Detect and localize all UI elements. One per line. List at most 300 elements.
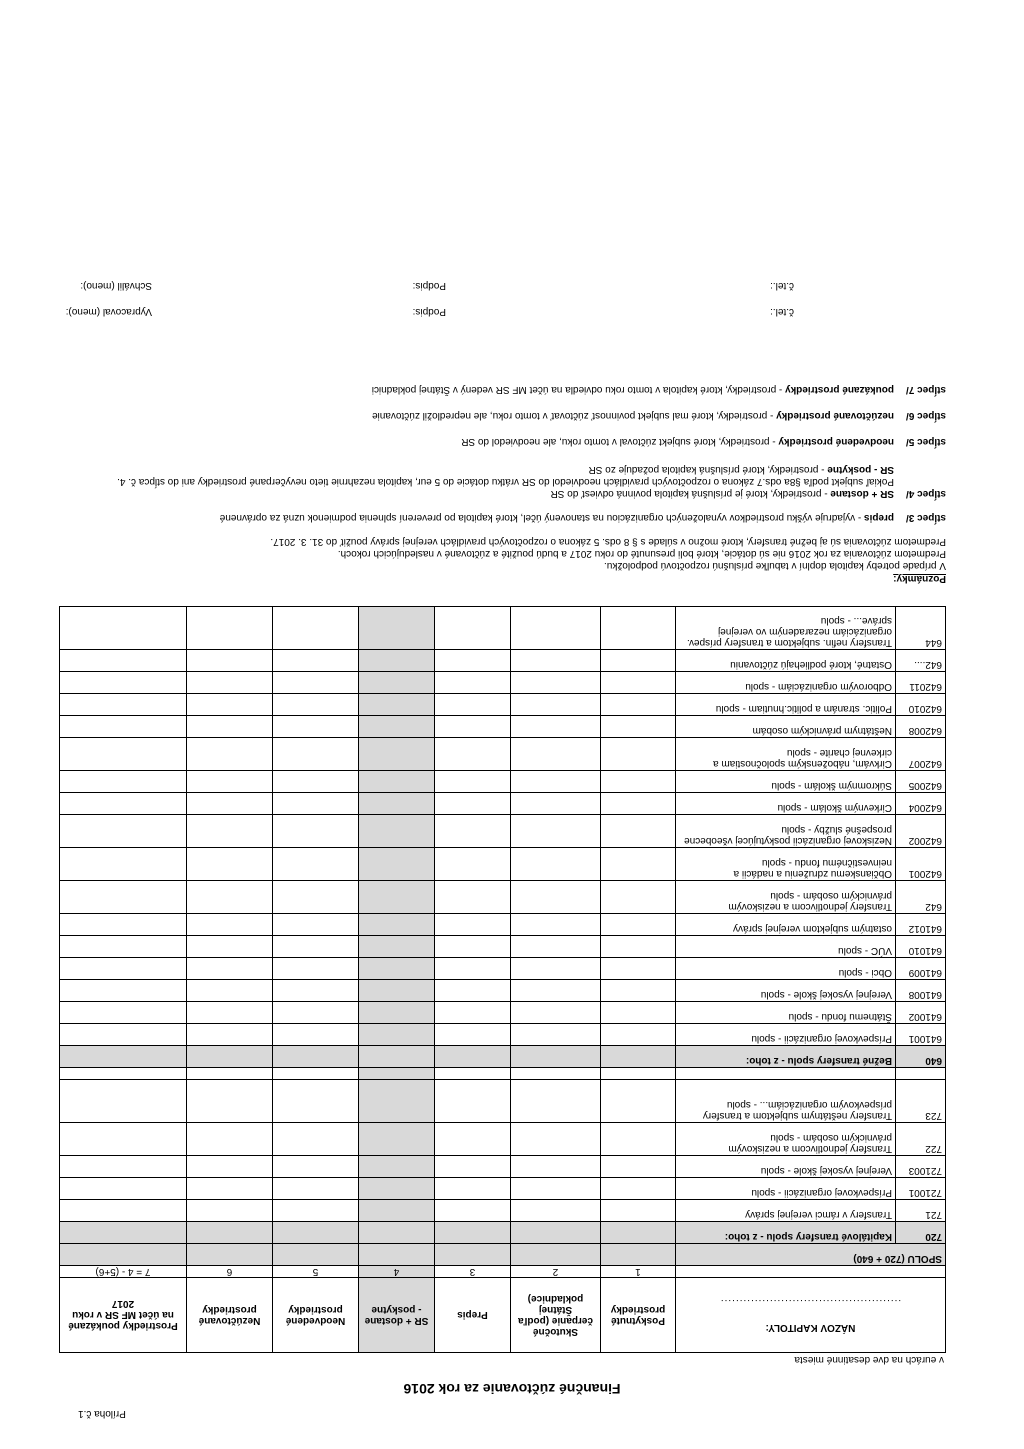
value-cell[interactable] [59, 848, 186, 881]
value-cell[interactable] [272, 1244, 358, 1266]
row-label: Kapitálové transfery spolu - z toho: [675, 1222, 895, 1244]
value-cell[interactable] [272, 1046, 358, 1068]
value-cell[interactable] [272, 650, 358, 672]
row-code: 641002 [896, 1002, 946, 1024]
value-cell[interactable] [186, 793, 272, 815]
approved-by-label: Schválil (meno): [80, 280, 152, 291]
row-code: 641010 [896, 936, 946, 958]
row-code: 642007 [896, 738, 946, 771]
row-code: 723 [896, 1080, 946, 1123]
value-cell[interactable] [600, 1024, 675, 1046]
row-code: 641012 [896, 914, 946, 936]
value-cell[interactable] [358, 1178, 434, 1200]
value-cell[interactable] [600, 1068, 675, 1080]
value-cell[interactable] [434, 793, 510, 815]
value-cell[interactable] [358, 914, 434, 936]
value-cell[interactable] [358, 958, 434, 980]
row-code: 720 [896, 1222, 946, 1244]
unit-note: v eurách na dve desatinné miesta [794, 1354, 944, 1365]
value-cell[interactable] [434, 1178, 510, 1200]
row-label: Odborovým organizáciám - spolu [675, 672, 895, 694]
value-cell[interactable] [59, 650, 186, 672]
value-cell[interactable] [186, 1222, 272, 1244]
value-cell[interactable] [272, 1123, 358, 1156]
value-cell[interactable] [510, 848, 600, 881]
value-cell[interactable] [186, 1024, 272, 1046]
value-cell[interactable] [358, 881, 434, 914]
row-code: 641001 [896, 1024, 946, 1046]
row-code: 642005 [896, 771, 946, 793]
value-cell[interactable] [600, 1123, 675, 1156]
value-cell[interactable] [434, 694, 510, 716]
value-cell[interactable] [510, 1200, 600, 1222]
table-row [59, 1178, 945, 1200]
value-cell[interactable] [59, 914, 186, 936]
value-cell[interactable] [272, 1178, 358, 1200]
value-cell[interactable] [59, 1046, 186, 1068]
row-code: 721 [896, 1200, 946, 1222]
column-header: Neodvedené prostriedky [272, 1278, 358, 1353]
value-cell[interactable] [510, 1178, 600, 1200]
value-cell[interactable] [434, 771, 510, 793]
column-number: 6 [186, 1266, 272, 1278]
table-row [59, 738, 945, 771]
note-term: SR - poskytne [827, 464, 894, 475]
value-cell[interactable] [59, 936, 186, 958]
value-cell[interactable] [186, 881, 272, 914]
table-row [59, 881, 945, 914]
value-cell[interactable] [600, 1080, 675, 1123]
row-code: 641008 [896, 980, 946, 1002]
value-cell[interactable] [510, 881, 600, 914]
attachment-label: Príloha č.1 [78, 1408, 126, 1419]
column-number: 1 [600, 1266, 675, 1278]
value-cell[interactable] [510, 1123, 600, 1156]
value-cell[interactable] [272, 1080, 358, 1123]
value-cell[interactable] [600, 1244, 675, 1266]
value-cell[interactable] [434, 1068, 510, 1080]
value-cell[interactable] [272, 771, 358, 793]
value-cell[interactable] [272, 1024, 358, 1046]
value-cell[interactable] [186, 672, 272, 694]
row-label: Transfery nefin. subjektom a transfery príspev. organizáciám nezaradeným vo verejnej správe... - spolu [675, 607, 895, 650]
row-code: 721003 [896, 1156, 946, 1178]
value-cell[interactable] [600, 1178, 675, 1200]
value-cell[interactable] [59, 815, 186, 848]
value-cell[interactable] [600, 1046, 675, 1068]
value-cell[interactable] [434, 958, 510, 980]
column-header: Prostriedky poukázané na účet MF SR v roku 2017 [59, 1278, 186, 1353]
value-cell[interactable] [510, 607, 600, 650]
value-cell[interactable] [358, 793, 434, 815]
row-label: Neštátnym právnickým osobám [675, 716, 895, 738]
value-cell[interactable] [358, 1068, 434, 1080]
row-label: Politic. stranám a politic.hnutiam - spolu [675, 694, 895, 716]
value-cell[interactable] [186, 650, 272, 672]
row-label: Verejnej vysokej škole - spolu [675, 980, 895, 1002]
value-cell[interactable] [186, 1178, 272, 1200]
value-cell[interactable] [600, 694, 675, 716]
row-code: 642010 [896, 694, 946, 716]
value-cell[interactable] [510, 1244, 600, 1266]
value-cell[interactable] [59, 1222, 186, 1244]
row-code: 642002 [896, 815, 946, 848]
settlement-table [59, 606, 946, 1353]
value-cell[interactable] [510, 771, 600, 793]
value-cell[interactable] [358, 650, 434, 672]
value-cell[interactable] [272, 1156, 358, 1178]
column-number: 7 = 4 - (5+6) [59, 1266, 186, 1278]
value-cell[interactable] [186, 980, 272, 1002]
value-cell[interactable] [272, 980, 358, 1002]
table-row [59, 672, 945, 694]
value-cell[interactable] [272, 672, 358, 694]
value-cell[interactable] [510, 1046, 600, 1068]
value-cell[interactable] [59, 1200, 186, 1222]
row-code: 642 [896, 881, 946, 914]
value-cell[interactable] [600, 881, 675, 914]
value-cell[interactable] [59, 716, 186, 738]
value-cell[interactable] [434, 1123, 510, 1156]
value-cell[interactable] [434, 881, 510, 914]
table-row [59, 1080, 945, 1123]
value-cell[interactable] [358, 1024, 434, 1046]
row-label: Ostatné, ktoré podliehajú zúčtovaniu [675, 650, 895, 672]
page-title: Finančné zúčtovanie za rok 2016 [403, 1381, 621, 1397]
row-code: 722 [896, 1123, 946, 1156]
value-cell[interactable] [510, 1156, 600, 1178]
column-number: 3 [434, 1266, 510, 1278]
column-header-label: NÁZOV KAPITOLY: [765, 1322, 856, 1333]
value-cell[interactable] [358, 1046, 434, 1068]
value-cell[interactable] [600, 771, 675, 793]
table-row [59, 716, 945, 738]
note-text: - prostriedky, ktoré je príslušná kapitola povinná odviesť do SR [550, 488, 831, 499]
column-number: 5 [272, 1266, 358, 1278]
value-cell[interactable] [434, 1222, 510, 1244]
value-cell[interactable] [510, 1222, 600, 1244]
value-cell[interactable] [272, 1068, 358, 1080]
column-number: 2 [510, 1266, 600, 1278]
table-row [59, 1002, 945, 1024]
value-cell[interactable] [186, 914, 272, 936]
value-cell[interactable] [358, 694, 434, 716]
value-cell[interactable] [186, 1068, 272, 1080]
row-label: Transfery jednotlivcom a neziskovým právnickým osobám - spolu [675, 1123, 895, 1156]
column-header-name [675, 1278, 945, 1353]
row-label: Príspevkovej organizácii - spolu [675, 1178, 895, 1200]
value-cell[interactable] [434, 980, 510, 1002]
note-label: stĺpec 4/ [905, 488, 946, 499]
value-cell[interactable] [59, 694, 186, 716]
table-row [59, 1244, 945, 1266]
value-cell[interactable] [510, 1024, 600, 1046]
value-cell[interactable] [434, 1080, 510, 1123]
table-row [59, 1024, 945, 1046]
value-cell[interactable] [186, 771, 272, 793]
column-header: SR + dostane - poskytne [358, 1278, 434, 1353]
value-cell[interactable] [434, 650, 510, 672]
value-cell[interactable] [434, 936, 510, 958]
column-header: Poskytnuté prostriedky [600, 1278, 675, 1353]
row-label: Cirkevným školám - spolu [675, 793, 895, 815]
value-cell[interactable] [186, 607, 272, 650]
value-cell[interactable] [600, 980, 675, 1002]
value-cell[interactable] [358, 815, 434, 848]
value-cell[interactable] [600, 1200, 675, 1222]
value-cell[interactable] [358, 738, 434, 771]
column-header: Skutočné čerpanie (podľa Štátnej pokladnice) [510, 1278, 600, 1353]
value-cell[interactable] [434, 914, 510, 936]
value-cell[interactable] [59, 738, 186, 771]
value-cell[interactable] [510, 980, 600, 1002]
value-cell[interactable] [600, 793, 675, 815]
note-label: stĺpec 3/ [905, 512, 946, 523]
header-row [59, 1278, 945, 1353]
value-cell[interactable] [358, 1080, 434, 1123]
row-code: 721001 [896, 1178, 946, 1200]
value-cell[interactable] [272, 1222, 358, 1244]
value-cell[interactable] [186, 1156, 272, 1178]
value-cell[interactable] [59, 881, 186, 914]
value-cell[interactable] [600, 815, 675, 848]
value-cell[interactable] [59, 1156, 186, 1178]
notes-line-1: V prípade potreby kapitola doplní v tabuľke príslušnú rozpočtovú podpoložku. [603, 560, 946, 571]
value-cell[interactable] [272, 716, 358, 738]
value-cell[interactable] [600, 672, 675, 694]
value-cell[interactable] [434, 607, 510, 650]
row-code: 644 [896, 607, 946, 650]
row-label: Verejnej vysokej škole - spolu [675, 1156, 895, 1178]
column-number-row [59, 1266, 945, 1278]
row-code: 642004 [896, 793, 946, 815]
value-cell[interactable] [510, 650, 600, 672]
value-cell[interactable] [358, 1156, 434, 1178]
value-cell[interactable] [186, 1080, 272, 1123]
value-cell[interactable] [510, 1080, 600, 1123]
value-cell[interactable] [358, 771, 434, 793]
value-cell[interactable] [59, 1080, 186, 1123]
row-label: Obci - spolu [675, 958, 895, 980]
value-cell[interactable] [186, 958, 272, 980]
value-cell[interactable] [510, 1068, 600, 1080]
value-cell[interactable] [186, 848, 272, 881]
column-number [675, 1266, 945, 1278]
value-cell[interactable] [434, 716, 510, 738]
row-label: Štátnemu fondu - spolu [675, 1002, 895, 1024]
notes-title: Poznámky: [893, 573, 946, 584]
row-code: 642011 [896, 672, 946, 694]
note-label: stĺpec 5/ [905, 436, 946, 447]
note-term: SR + dostane [830, 488, 894, 499]
value-cell[interactable] [272, 936, 358, 958]
note-label: stĺpec 6/ [905, 410, 946, 421]
row-label: Transfery v rámci verejnej správy [675, 1200, 895, 1222]
value-cell[interactable] [272, 793, 358, 815]
value-cell[interactable] [59, 1123, 186, 1156]
value-cell[interactable] [186, 716, 272, 738]
value-cell[interactable] [358, 1002, 434, 1024]
value-cell[interactable] [272, 914, 358, 936]
value-cell[interactable] [510, 738, 600, 771]
value-cell[interactable] [358, 716, 434, 738]
row-code: 641009 [896, 958, 946, 980]
table-row [59, 815, 945, 848]
row-code: 642.... [896, 650, 946, 672]
row-code: 642008 [896, 716, 946, 738]
value-cell[interactable] [59, 672, 186, 694]
value-cell[interactable] [358, 980, 434, 1002]
row-label: Občianskemu združeniu a nadácii a neinvestičnému fondu - spolu [675, 848, 895, 881]
value-cell[interactable] [510, 815, 600, 848]
value-cell[interactable] [272, 1002, 358, 1024]
value-cell[interactable] [600, 914, 675, 936]
value-cell[interactable] [272, 607, 358, 650]
value-cell[interactable] [510, 914, 600, 936]
value-cell[interactable] [358, 1200, 434, 1222]
value-cell[interactable] [434, 1244, 510, 1266]
table-row [59, 1068, 945, 1080]
row-code: 640 [896, 1046, 946, 1068]
row-label: VÚC - spolu [675, 936, 895, 958]
note-text: - prostriedky, ktoré príslušná kapitola požaduje zo SR [588, 464, 828, 475]
value-cell[interactable] [186, 738, 272, 771]
value-cell[interactable] [434, 848, 510, 881]
row-label: ostatným subjektom verejnej správy [675, 914, 895, 936]
value-cell[interactable] [600, 1002, 675, 1024]
notes-line-2: Predmetom zúčtovania za rok 2016 nie sú dotácie, ktoré boli presunuté do roku 2017 a budú použité a zúčtované v nasledujúcich rokoch. [337, 548, 946, 559]
note-text: - prostriedky, ktoré subjekt zúčtoval v tomto roku, ale neodviedol do SR [461, 436, 779, 447]
value-cell[interactable] [59, 1068, 186, 1080]
value-cell[interactable] [358, 936, 434, 958]
value-cell[interactable] [59, 793, 186, 815]
table-row [59, 650, 945, 672]
value-cell[interactable] [358, 1123, 434, 1156]
note-text: - prostriedky, ktoré mal subjekt povinnosť zúčtovať v tomto roku, ale nepredložil zúčtovanie [372, 410, 777, 421]
value-cell[interactable] [600, 738, 675, 771]
note-text: Pokiaľ subjekt podľa §8a ods.7 zákona o rozpočtových pravidlách neodviedol do SR vrátku dotácie do 5 eur, kapitola nezahrnie tieto nevyčerpané prostriedky ani do stĺpca č. 4. [117, 476, 894, 487]
row-label: Transfery neštátnym subjektom a transfery príspevkovým organizáciám... - spolu [675, 1080, 895, 1123]
value-cell[interactable] [59, 1002, 186, 1024]
value-cell[interactable] [600, 1156, 675, 1178]
value-cell[interactable] [434, 738, 510, 771]
row-label: Cirkvám, náboženským spoločnostiam a cirkevnej charite - spolu [675, 738, 895, 771]
note-term: neodvedené prostriedky [778, 436, 894, 447]
value-cell[interactable] [186, 1200, 272, 1222]
value-cell[interactable] [59, 607, 186, 650]
value-cell[interactable] [59, 1244, 186, 1266]
name-dots: ................................................ [719, 1297, 902, 1308]
value-cell[interactable] [600, 958, 675, 980]
table-row [59, 771, 945, 793]
table-row [59, 1123, 945, 1156]
value-cell[interactable] [358, 607, 434, 650]
row-label [675, 1068, 895, 1080]
table-row [59, 1200, 945, 1222]
value-cell[interactable] [434, 672, 510, 694]
row-label: Neziskovej organizácii poskytujúcej všeobecne prospešné služby - spolu [675, 815, 895, 848]
note-text: - vyjadruje výšku prostriedkov vynaložených organizáciou na stanovený účel, ktoré kapitola po preverení splnenia podmienok uzná za oprávnené [219, 512, 864, 523]
value-cell[interactable] [358, 672, 434, 694]
value-cell[interactable] [358, 1244, 434, 1266]
value-cell[interactable] [272, 815, 358, 848]
value-cell[interactable] [59, 958, 186, 980]
value-cell[interactable] [59, 1178, 186, 1200]
value-cell[interactable] [510, 716, 600, 738]
table-row [59, 694, 945, 716]
value-cell[interactable] [434, 1046, 510, 1068]
value-cell[interactable] [600, 848, 675, 881]
row-label: Bežné transfery spolu - z toho: [675, 1046, 895, 1068]
row-code: 642001 [896, 848, 946, 881]
notes-line-3: Predmetom zúčtovania sú aj bežné transfery, ktoré možno v súlade s § 8 ods. 5 zákona o rozpočtových pravidlách verejnej správy použiť do 31. 3. 2017. [270, 536, 946, 547]
notes-heading [66, 573, 946, 584]
value-cell[interactable] [272, 958, 358, 980]
note-term: prepis [863, 512, 894, 523]
value-cell[interactable] [59, 771, 186, 793]
value-cell[interactable] [186, 1002, 272, 1024]
value-cell[interactable] [510, 936, 600, 958]
value-cell[interactable] [600, 936, 675, 958]
value-cell[interactable] [186, 1046, 272, 1068]
value-cell[interactable] [434, 1156, 510, 1178]
value-cell[interactable] [272, 881, 358, 914]
value-cell[interactable] [600, 650, 675, 672]
note-text: - prostriedky, ktoré kapitola v tomto roku odviedla na účet MF SR vedený v Štátnej pokladnici [371, 384, 786, 395]
value-cell[interactable] [600, 607, 675, 650]
value-cell[interactable] [272, 1200, 358, 1222]
table-row [59, 1046, 945, 1068]
value-cell[interactable] [272, 694, 358, 716]
value-cell[interactable] [434, 1002, 510, 1024]
value-cell[interactable] [510, 1002, 600, 1024]
value-cell[interactable] [186, 936, 272, 958]
column-header: Prepis [434, 1278, 510, 1353]
value-cell[interactable] [600, 716, 675, 738]
table-row [59, 936, 945, 958]
row-label: Transfery jednotlivcom a neziskovým právnickým osobám - spolu [675, 881, 895, 914]
row-label: SPOLU (720 + 640) [675, 1244, 945, 1266]
value-cell[interactable] [358, 848, 434, 881]
table-row [59, 980, 945, 1002]
prepared-signature-label: Podpis: [412, 306, 446, 317]
value-cell[interactable] [510, 793, 600, 815]
value-cell[interactable] [186, 694, 272, 716]
approved-phone-label: č.tel.: [770, 280, 794, 291]
table-row [59, 958, 945, 980]
value-cell[interactable] [434, 815, 510, 848]
value-cell[interactable] [358, 1222, 434, 1244]
value-cell[interactable] [272, 848, 358, 881]
value-cell[interactable] [510, 958, 600, 980]
value-cell[interactable] [186, 815, 272, 848]
table-row [59, 848, 945, 881]
value-cell[interactable] [600, 1222, 675, 1244]
value-cell[interactable] [434, 1200, 510, 1222]
column-header: Nezúčtované prostriedky [186, 1278, 272, 1353]
value-cell[interactable] [186, 1123, 272, 1156]
value-cell[interactable] [186, 1244, 272, 1266]
value-cell[interactable] [510, 672, 600, 694]
value-cell[interactable] [59, 1024, 186, 1046]
table-row [59, 793, 945, 815]
value-cell[interactable] [510, 694, 600, 716]
value-cell[interactable] [434, 1024, 510, 1046]
value-cell[interactable] [59, 980, 186, 1002]
row-label: Súkromným školám - spolu [675, 771, 895, 793]
value-cell[interactable] [272, 738, 358, 771]
note-term: nezúčtované prostriedky [776, 410, 894, 421]
